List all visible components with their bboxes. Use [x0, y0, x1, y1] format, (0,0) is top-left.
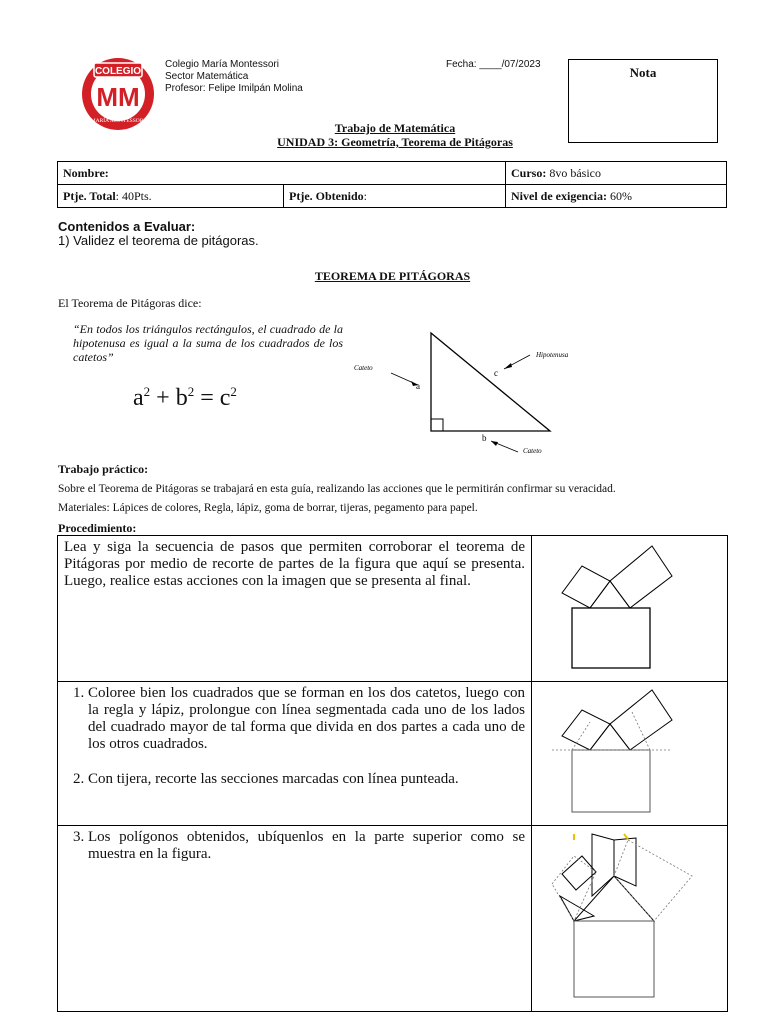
doc-title: Trabajo de Matemática — [334, 121, 456, 135]
label-cateto-left: Cateto — [354, 364, 373, 372]
intro-text: El Teorema de Pitágoras dice: — [58, 296, 202, 310]
teacher: Profesor: Felipe Imilpán Molina — [165, 83, 303, 94]
label-a: a — [416, 381, 420, 391]
right-triangle-diagram — [340, 325, 620, 460]
practical-line2: Materiales: Lápices de colores, Regla, lápiz, goma de borrar, tijeras, pegamento para papel. — [58, 502, 478, 514]
school-name: Colegio María Montessori — [165, 59, 279, 70]
student-info-table — [57, 161, 727, 208]
total-score-field: Ptje. Total: 40Pts. — [58, 185, 284, 208]
practical-heading: Trabajo práctico: — [58, 462, 149, 476]
pythagoras-formula: $a^2 + b^2 = c^2$ — [133, 384, 237, 411]
section-title: TEOREMA DE PITÁGORAS — [314, 269, 471, 283]
label-b: b — [482, 433, 487, 443]
figure-cell-3 — [532, 826, 728, 1012]
rearranged-pieces-figure — [532, 826, 727, 1006]
name-field[interactable]: Nombre: — [58, 162, 506, 185]
procedure-table — [57, 535, 728, 1012]
step-3: 3. Los polígonos obtenidos, ubíquenlos en la parte superior como se muestra en la figura. — [88, 829, 525, 863]
contents-heading: Contenidos a Evaluar: — [58, 219, 196, 234]
dashed-division-figure — [532, 682, 727, 820]
step-1: 1. Coloree bien los cuadrados que se forman en los dos catetos, luego con la regla y lápiz, prolongue con línea segmentada cada uno de los lados del cuadrado mayor de tal forma que divida en dos partes a cada uno de los otros cuadrados. — [88, 685, 525, 753]
logo-text: COLEGIO — [94, 66, 142, 77]
date-field[interactable]: Fecha: ____/07/2023 — [446, 59, 541, 70]
contents-item: 1) Validez el teorema de pitágoras. — [58, 233, 259, 248]
procedure-step-3 — [58, 826, 532, 1012]
obtained-score-field[interactable]: Ptje. Obtenido: — [284, 185, 506, 208]
practical-line1: Sobre el Teorema de Pitágoras se trabajará en esta guía, realizando las acciones que le permitirán confirmar su veracidad. — [58, 483, 616, 495]
logo-arc-text: MARÍA MONTESSORI — [90, 118, 146, 124]
procedure-steps-1-2 — [58, 682, 532, 826]
label-hipotenusa: Hipotenusa — [536, 351, 569, 359]
doc-subtitle: UNIDAD 3: Geometría, Teorema de Pitágoras — [277, 135, 513, 149]
procedure-intro: Lea y siga la secuencia de pasos que permiten corroborar el teorema de Pitágoras por medio de recorte de partes de la figura que aquí se presenta. Luego, realice estas acciones con la imagen que se presenta al final. — [58, 536, 532, 682]
procedure-heading: Procedimiento: — [58, 521, 137, 535]
sector: Sector Matemática — [165, 71, 249, 82]
pythagoras-squares-figure — [532, 536, 727, 676]
school-logo — [80, 56, 156, 132]
label-cateto-bottom: Cateto — [523, 447, 542, 455]
figure-cell-1 — [532, 536, 728, 682]
course-field: Curso: 8vo básico — [506, 162, 727, 185]
logo-monogram: MM — [96, 82, 140, 112]
figure-cell-2 — [532, 682, 728, 826]
step-2: 2. Con tijera, recorte las secciones marcadas con línea punteada. — [88, 771, 525, 788]
grade-label: Nota — [629, 65, 657, 80]
requirement-level-field: Nivel de exigencia: 60% — [506, 185, 727, 208]
theorem-quote: “En todos los triángulos rectángulos, el cuadrado de la hipotenusa es igual a la suma de los cuadrados de los catetos” — [73, 322, 343, 364]
label-c: c — [494, 368, 498, 378]
